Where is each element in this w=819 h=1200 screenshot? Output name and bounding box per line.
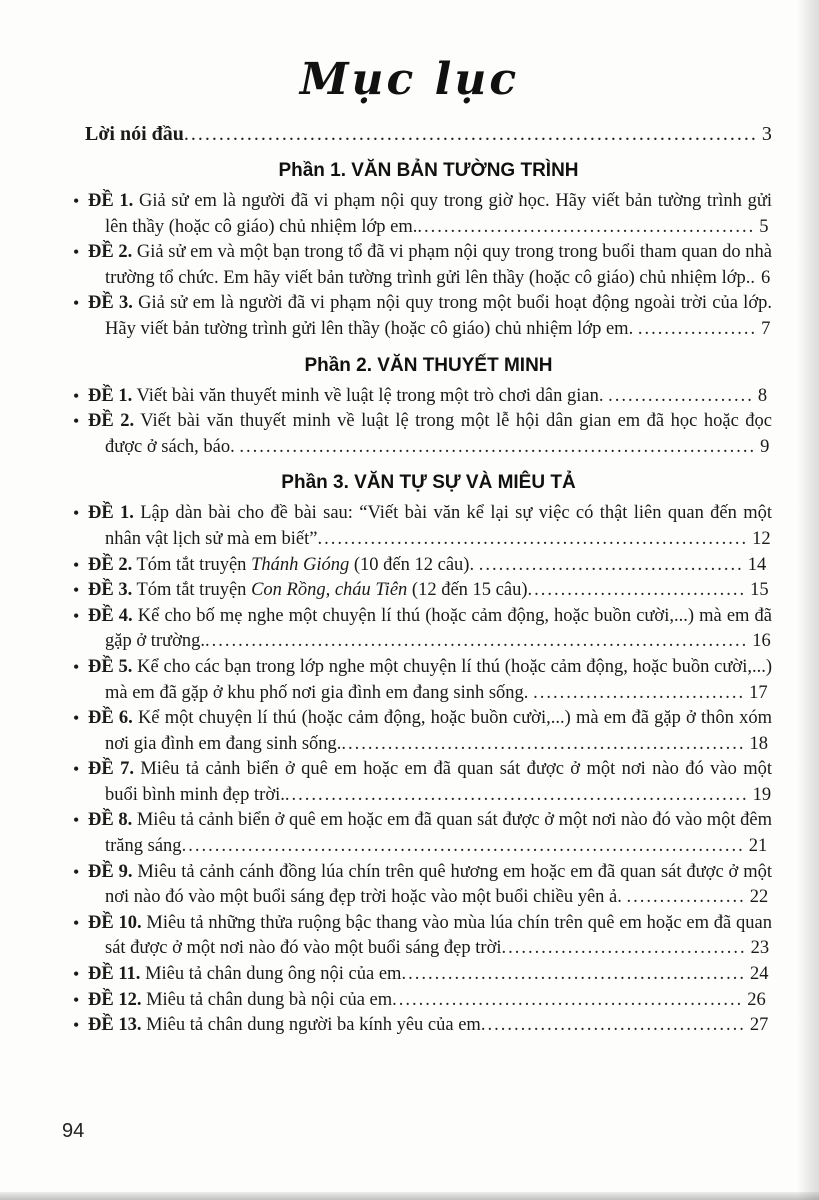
toc-entry <box>88 604 772 655</box>
toc-entry <box>88 291 772 342</box>
toc-entry-text: Miêu tả cảnh biển ở quê em hoặc em đã quan sát được ở một nơi nào đó vào một buổi bình minh đẹp trời. <box>105 759 772 805</box>
toc-entry-text: Lập dàn bài cho đề bài sau: “Viết bài văn kể lại sự việc có thật liên quan đến một nhân vật lịch sử mà em biết” <box>105 503 772 549</box>
toc-entry-text: Kể cho các bạn trong lớp nghe một chuyện lí thú (hoặc cảm động, hoặc buồn cười,...) mà em đã gặp ở khu phố nơi gia đình em đang sinh sống. <box>105 656 773 703</box>
toc-page-number: 9 <box>760 436 770 457</box>
dot-leader: .................. <box>637 318 758 339</box>
toc-entry <box>88 911 772 962</box>
toc-page-number: 7 <box>761 318 771 339</box>
dot-leader: ..................................... <box>501 938 747 959</box>
toc-entry <box>88 553 772 579</box>
toc-intro-label: Lời nói đầu <box>85 123 184 145</box>
toc-page-number: 5 <box>759 216 769 237</box>
toc-entry-text: Con Rồng, cháu Tiên <box>251 580 408 601</box>
toc-entry <box>88 706 772 757</box>
toc-entry-label: ĐỀ 1. <box>88 503 134 524</box>
dot-leader: ................................ <box>533 682 746 703</box>
toc-entry-text: Viết bài văn thuyết minh về luật lệ trong một trò chơi dân gian. <box>132 385 609 406</box>
toc-entry-text: Giả sử em là người đã vi phạm nội quy trong giờ học. Hãy viết bản tường trình gửi lên thầy (hoặc cô giáo) chủ nhiệm lớp em. <box>105 191 772 237</box>
dot-leader: ...................... <box>608 385 754 406</box>
dot-leader: .................................................................................. <box>183 123 758 145</box>
toc-entry-label: ĐỀ 4. <box>88 605 133 626</box>
dot-leader: ...................................................................... <box>284 784 749 805</box>
dot-leader: . <box>750 267 757 288</box>
toc-entry-text: Miêu tả chân dung người ba kính yêu của em <box>141 1015 481 1036</box>
section-heading: Phần 3. VĂN TỰ SỰ VÀ MIÊU TẢ <box>281 472 576 494</box>
toc-entry <box>88 501 772 552</box>
toc-entry-text: Giả sử em và một bạn trong tổ đã vi phạm nội quy trong trong buổi tham quan do nhà trường tổ chức. Em hãy viết bản tường trình gửi lên thầy (hoặc cô giáo) chủ nhiệm lớp. <box>105 242 772 288</box>
toc-sections <box>85 158 772 1039</box>
toc-entry-text: Viết bài văn thuyết minh về luật lệ trong một lễ hội dân gian em đã học hoặc đọc được ở sách, báo. <box>105 411 773 457</box>
section-heading: Phần 2. VĂN THUYẾT MINH <box>304 354 553 376</box>
toc-entry <box>88 384 772 410</box>
dot-leader: ........................................ <box>478 554 744 575</box>
toc-entry <box>88 578 772 604</box>
dot-leader: .............................................................................. <box>239 436 757 457</box>
toc-page-number: 6 <box>761 267 771 288</box>
toc-entry-text: Miêu tả chân dung bà nội của em <box>141 989 393 1010</box>
toc-entry-label: ĐỀ 3. <box>88 580 133 601</box>
toc-page-number: 16 <box>752 631 771 652</box>
toc-entry-label: ĐỀ 11. <box>88 964 141 985</box>
toc-entry-label: ĐỀ 2. <box>88 411 135 432</box>
dot-leader: ............................................................. <box>341 733 746 754</box>
toc-page-number: 21 <box>748 836 768 857</box>
dot-leader: ..................................................... <box>392 989 744 1010</box>
toc-entry-text: Thánh Gióng <box>251 554 350 575</box>
toc-entry-text: Miêu tả cảnh cánh đồng lúa chín trên quê hương em hoặc em đã quan sát được ở một nơi nào đó vào một buổi sáng đẹp trời hoặc vào một buổi chiều yên ả. <box>105 861 772 908</box>
toc-page-number: 23 <box>750 938 770 959</box>
dot-leader: ................................................... <box>417 216 756 237</box>
toc-entry-label: ĐỀ 1. <box>88 191 134 211</box>
toc-entry <box>88 962 772 988</box>
toc-page-number: 22 <box>749 887 769 908</box>
dot-leader: ........................................ <box>480 1015 746 1036</box>
dot-leader: ................................. <box>527 580 747 601</box>
toc-entry-label: ĐỀ 6. <box>88 708 133 729</box>
toc-page-number: 8 <box>757 385 768 406</box>
toc-entry-label: ĐỀ 8. <box>88 810 133 831</box>
toc-entry-label: ĐỀ 13. <box>88 1015 142 1036</box>
scan-edge-bottom <box>0 1192 819 1200</box>
toc-entry <box>88 860 772 911</box>
scan-edge-right <box>797 0 819 1200</box>
toc-page-number: 19 <box>752 784 772 805</box>
toc-entry-text: Miêu tả chân dung ông nội của em <box>140 964 402 985</box>
toc-page-number: 17 <box>749 682 768 703</box>
toc-entry-text: Miêu tả cảnh biển ở quê em hoặc em đã quan sát được ở một nơi nào đó vào một đêm trăng sáng <box>105 810 772 857</box>
toc-page-number: 12 <box>752 528 771 549</box>
toc-entry-label: ĐỀ 12. <box>88 989 142 1010</box>
dot-leader: .................. <box>626 887 746 908</box>
toc-entry <box>88 240 772 291</box>
page-title: Mục lục <box>299 54 520 105</box>
section-heading: Phần 1. VĂN BẢN TƯỜNG TRÌNH <box>278 160 579 181</box>
toc-entry-text: Kể cho bố mẹ nghe một chuyện lí thú (hoặc cảm động, hoặc buồn cười,...) mà em đã gặp ở trường. <box>105 605 772 652</box>
dot-leader: ................................................................. <box>317 528 749 549</box>
toc-entry <box>88 808 772 859</box>
toc-entry-text: Kể một chuyện lí thú (hoặc cảm động, hoặc buồn cười,...) mà em đã gặp ở thôn xóm nơi gia đình em đang sinh sống. <box>105 708 772 754</box>
dot-leader: .................................................................................. <box>204 631 749 652</box>
toc-entry-label: ĐỀ 1. <box>88 385 133 406</box>
toc-entry-text: Giả sử em là người đã vi phạm nội quy trong một buổi hoạt động ngoài trời của lớp. Hãy viết bản tường trình gửi lên thầy (hoặc cô giáo) chủ nhiệm lớp em. <box>105 293 772 339</box>
toc-entry <box>88 189 772 240</box>
toc-entry <box>88 1013 772 1039</box>
toc-entry <box>88 409 772 460</box>
toc-entry-text: Tóm tắt truyện <box>132 554 252 575</box>
toc-entry <box>88 655 772 706</box>
toc-page-number: 18 <box>749 733 769 754</box>
toc-page-number: 15 <box>750 580 769 601</box>
toc-entry-label: ĐỀ 3. <box>88 293 133 314</box>
toc-intro-entry <box>85 121 772 148</box>
toc-entry-label: ĐỀ 9. <box>88 861 133 882</box>
toc-entry-label: ĐỀ 2. <box>88 242 133 263</box>
toc-entry-text: Tóm tắt truyện <box>132 580 252 601</box>
toc-entry-label: ĐỀ 2. <box>88 554 133 575</box>
toc-entry <box>88 988 772 1014</box>
toc-entry-label: ĐỀ 7. <box>88 759 134 780</box>
toc-content <box>85 121 772 1039</box>
dot-leader: .................................................... <box>401 964 746 985</box>
toc-entry <box>88 757 772 808</box>
toc-page-number: 27 <box>749 1015 769 1036</box>
toc-page-number: 24 <box>749 964 769 985</box>
toc-page-number: 3 <box>761 123 772 145</box>
toc-entry-text: Miêu tả những thửa ruộng bậc thang vào mùa lúa chín trên quê em hoặc em đã quan sát được ở một nơi nào đó vào một buổi sáng đẹp trời <box>105 912 772 959</box>
dot-leader: ..................................................................................... <box>181 836 745 857</box>
toc-page-number: 26 <box>747 989 766 1010</box>
toc-entry-label: ĐỀ 10. <box>88 912 142 933</box>
toc-entry-text: (12 đến 15 câu) <box>407 580 528 601</box>
page-number-footer: 94 <box>62 1120 85 1142</box>
toc-entry-label: ĐỀ 5. <box>88 656 133 677</box>
toc-entry-text: (10 đến 12 câu). <box>349 554 479 575</box>
toc-page-number: 14 <box>747 554 767 575</box>
